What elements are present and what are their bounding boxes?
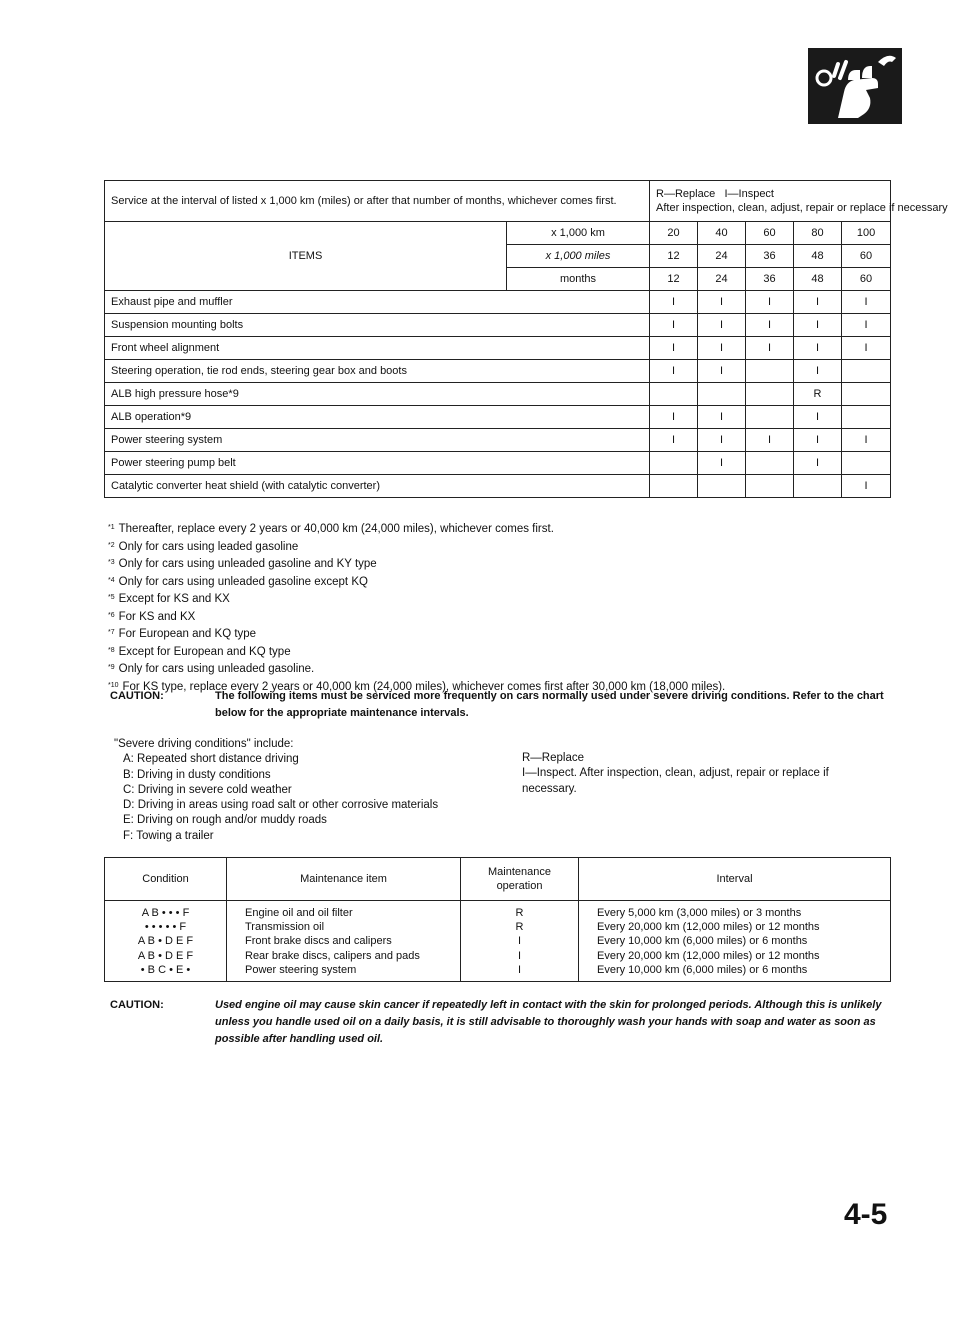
unit-value: 100 <box>842 222 891 245</box>
condition-column <box>105 901 227 982</box>
footnote: $^{*8}$ Except for European and KQ type <box>108 645 291 658</box>
schedule-row <box>105 452 891 475</box>
maintenance-operation: I <box>517 935 522 948</box>
unit-value: 60 <box>842 268 891 291</box>
schedule-row <box>105 337 891 360</box>
schedule-item: Steering operation, tie rod ends, steering gear box and boots <box>105 360 650 383</box>
footnote: $^{*6}$ For KS and KX <box>108 610 196 623</box>
condition-code: • • • • • F <box>144 921 187 934</box>
schedule-mark: I <box>794 314 842 337</box>
schedule-mark: I <box>650 337 698 360</box>
condition-item: C: Driving in severe cold weather <box>123 783 292 796</box>
caution-text: Used engine oil may cause skin cancer if repeatedly left in contact with the skin for prolonged periods. Although this is unlikely unless you handle used oil on a daily basis, it is still advisable to thoroughly wash your hands with soap and water as soon as possible after handling used oil. <box>215 999 882 1045</box>
schedule-mark: I <box>698 314 746 337</box>
schedule-mark <box>746 406 794 429</box>
caution-severe <box>110 688 890 722</box>
schedule-mark: I <box>842 314 891 337</box>
caution-label: CAUTION: <box>110 690 164 702</box>
unit-value: 80 <box>794 222 842 245</box>
schedule-mark: I <box>746 314 794 337</box>
condition-item: E: Driving on rough and/or muddy roads <box>123 814 327 827</box>
maintenance-item: Front brake discs and calipers <box>245 935 392 948</box>
schedule-mark: R <box>794 383 842 406</box>
header-interval: Interval <box>579 858 891 901</box>
schedule-mark: I <box>794 337 842 360</box>
maintenance-item-column <box>227 901 461 982</box>
condition-code: A B • D E F <box>137 949 194 962</box>
severe-conditions <box>114 737 520 844</box>
schedule-item: Exhaust pipe and muffler <box>105 291 650 314</box>
schedule-mark: I <box>698 291 746 314</box>
maintenance-item: Rear brake discs, calipers and pads <box>245 949 420 962</box>
legend-inspect: I—Inspect. After inspection, clean, adjust, repair or replace if necessary. <box>522 767 829 795</box>
severe-intro: "Severe driving conditions" include: <box>114 738 294 750</box>
maintenance-item: Engine oil and oil filter <box>245 907 353 919</box>
schedule-mark: I <box>698 429 746 452</box>
schedule-mark: I <box>842 475 891 498</box>
maintenance-operation: R <box>515 921 524 934</box>
schedule-row <box>105 314 891 337</box>
footnote: $^{*5}$ Except for KS and KX <box>108 593 230 605</box>
schedule-mark: I <box>650 429 698 452</box>
header-condition: Condition <box>105 858 227 901</box>
schedule-mark: I <box>698 337 746 360</box>
schedule-item: Catalytic converter heat shield (with catalytic converter) <box>105 475 650 498</box>
schedule-mark: I <box>794 406 842 429</box>
schedule-mark: I <box>650 360 698 383</box>
schedule-row <box>105 360 891 383</box>
footnote: $^{*7}$ For European and KQ type <box>108 628 257 640</box>
schedule-mark <box>746 475 794 498</box>
schedule-item: ALB operation*9 <box>105 406 650 429</box>
schedule-mark: I <box>650 314 698 337</box>
footnote: $^{*1}$ Thereafter, replace every 2 years or 40,000 km (24,000 miles), whichever comes first. <box>108 523 554 535</box>
schedule-mark <box>698 475 746 498</box>
legend-cell <box>650 181 948 222</box>
condition-item: F: Towing a trailer <box>123 829 214 842</box>
schedule-row <box>105 406 891 429</box>
unit-row-km <box>105 222 891 245</box>
schedule-mark <box>746 452 794 475</box>
unit-value: 60 <box>746 222 794 245</box>
severe-maintenance-table <box>104 857 891 982</box>
maintenance-operation: I <box>517 949 522 962</box>
unit-value: 24 <box>698 245 746 268</box>
unit-value: 36 <box>746 245 794 268</box>
condition-code: A B • • • F <box>141 907 190 919</box>
caution-text: The following items must be serviced more frequently on cars normally used under severe driving conditions. Refer to the chart below for the appropriate maintenance intervals. <box>215 690 884 719</box>
schedule-mark: I <box>698 452 746 475</box>
schedule-mark <box>842 452 891 475</box>
schedule-mark: I <box>842 291 891 314</box>
condition-code: • B C • E • <box>140 963 191 976</box>
condition-body-row <box>105 901 891 982</box>
schedule-mark: I <box>698 360 746 383</box>
condition-item: D: Driving in areas using road salt or other corrosive materials <box>123 799 439 812</box>
schedule-mark: I <box>650 406 698 429</box>
footnote: $^{*2}$ Only for cars using leaded gasoline <box>108 540 299 553</box>
unit-value: 36 <box>746 268 794 291</box>
maintenance-interval: Every 10,000 km (6,000 miles) or 6 months <box>597 935 808 948</box>
schedule-row <box>105 475 891 498</box>
maintenance-schedule-table <box>104 180 948 498</box>
schedule-row <box>105 383 891 406</box>
schedule-mark: I <box>794 291 842 314</box>
footnote: $^{*9}$ Only for cars using unleaded gasoline. <box>108 663 315 675</box>
footnote: $^{*10}$ For KS type, replace every 2 years or 40,000 km (24,000 miles), whichever comes first after 30,000 km (18,000 miles). <box>108 680 726 693</box>
condition-code: A B • D E F <box>137 935 194 948</box>
page-number: 4-5 <box>844 1198 888 1231</box>
maintenance-interval: Every 5,000 km (3,000 miles) or 3 months <box>597 907 802 919</box>
schedule-mark: I <box>698 406 746 429</box>
schedule-mark <box>698 383 746 406</box>
maintenance-interval: Every 10,000 km (6,000 miles) or 6 months <box>597 963 808 976</box>
schedule-mark <box>650 452 698 475</box>
header-maintenance-item: Maintenance item <box>227 858 461 901</box>
footnotes <box>108 520 898 695</box>
maintenance-interval: Every 20,000 km (12,000 miles) or 12 months <box>597 921 820 934</box>
condition-item: B: Driving in dusty conditions <box>123 768 271 781</box>
hand-wrench-icon <box>808 48 902 124</box>
schedule-mark <box>842 383 891 406</box>
schedule-item: Power steering system <box>105 429 650 452</box>
maintenance-item: Power steering system <box>245 963 357 976</box>
schedule-row <box>105 291 891 314</box>
schedule-item: Front wheel alignment <box>105 337 650 360</box>
maintenance-operation: I <box>517 963 522 976</box>
condition-header-row <box>105 858 891 901</box>
schedule-item: Suspension mounting bolts <box>105 314 650 337</box>
schedule-mark <box>794 475 842 498</box>
schedule-mark: I <box>746 337 794 360</box>
schedule-mark: I <box>794 429 842 452</box>
schedule-item: Power steering pump belt <box>105 452 650 475</box>
condition-item: A: Repeated short distance driving <box>123 753 299 766</box>
schedule-mark: I <box>650 291 698 314</box>
interval-note: Service at the interval of listed x 1,000 km (miles) or after that number of months, whichever comes first. <box>105 181 650 222</box>
schedule-mark <box>650 475 698 498</box>
items-label: ITEMS <box>105 222 507 291</box>
unit-value: 24 <box>698 268 746 291</box>
unit-value: 48 <box>794 245 842 268</box>
schedule-mark <box>746 360 794 383</box>
maintenance-operation: R <box>515 907 524 919</box>
footnote: $^{*3}$ Only for cars using unleaded gasoline and KY type <box>108 558 377 570</box>
maintenance-item: Transmission oil <box>245 921 325 934</box>
unit-value: 40 <box>698 222 746 245</box>
schedule-mark: I <box>842 337 891 360</box>
legend-note: After inspection, clean, adjust, repair or replace if necessary <box>656 202 948 214</box>
footnote: $^{*4}$ Only for cars using unleaded gasoline except KQ <box>108 575 368 588</box>
header-maintenance-operation: Maintenance operation <box>461 858 579 901</box>
unit-value: 20 <box>650 222 698 245</box>
unit-value: 12 <box>650 245 698 268</box>
unit-label: x 1,000 miles <box>507 245 650 268</box>
severe-legend <box>522 751 882 797</box>
caution-label: CAUTION: <box>110 999 164 1011</box>
maintenance-interval: Every 20,000 km (12,000 miles) or 12 months <box>597 949 820 962</box>
caution-engine-oil <box>110 997 890 1048</box>
unit-value: 60 <box>842 245 891 268</box>
operation-column <box>461 901 579 982</box>
schedule-mark: I <box>842 429 891 452</box>
schedule-header-row <box>105 181 891 222</box>
schedule-row <box>105 429 891 452</box>
unit-value: 12 <box>650 268 698 291</box>
schedule-mark: I <box>746 291 794 314</box>
schedule-mark: I <box>794 452 842 475</box>
schedule-mark: I <box>794 360 842 383</box>
legend-replace: R—Replace <box>522 752 584 764</box>
schedule-mark <box>842 406 891 429</box>
schedule-mark <box>842 360 891 383</box>
unit-value: 48 <box>794 268 842 291</box>
legend-line: R—Replace I—Inspect <box>656 188 774 200</box>
unit-label: x 1,000 km <box>507 222 650 245</box>
schedule-item: ALB high pressure hose*9 <box>105 383 650 406</box>
schedule-mark: I <box>746 429 794 452</box>
schedule-mark <box>746 383 794 406</box>
schedule-mark <box>650 383 698 406</box>
unit-label: months <box>507 268 650 291</box>
interval-column <box>579 901 891 982</box>
